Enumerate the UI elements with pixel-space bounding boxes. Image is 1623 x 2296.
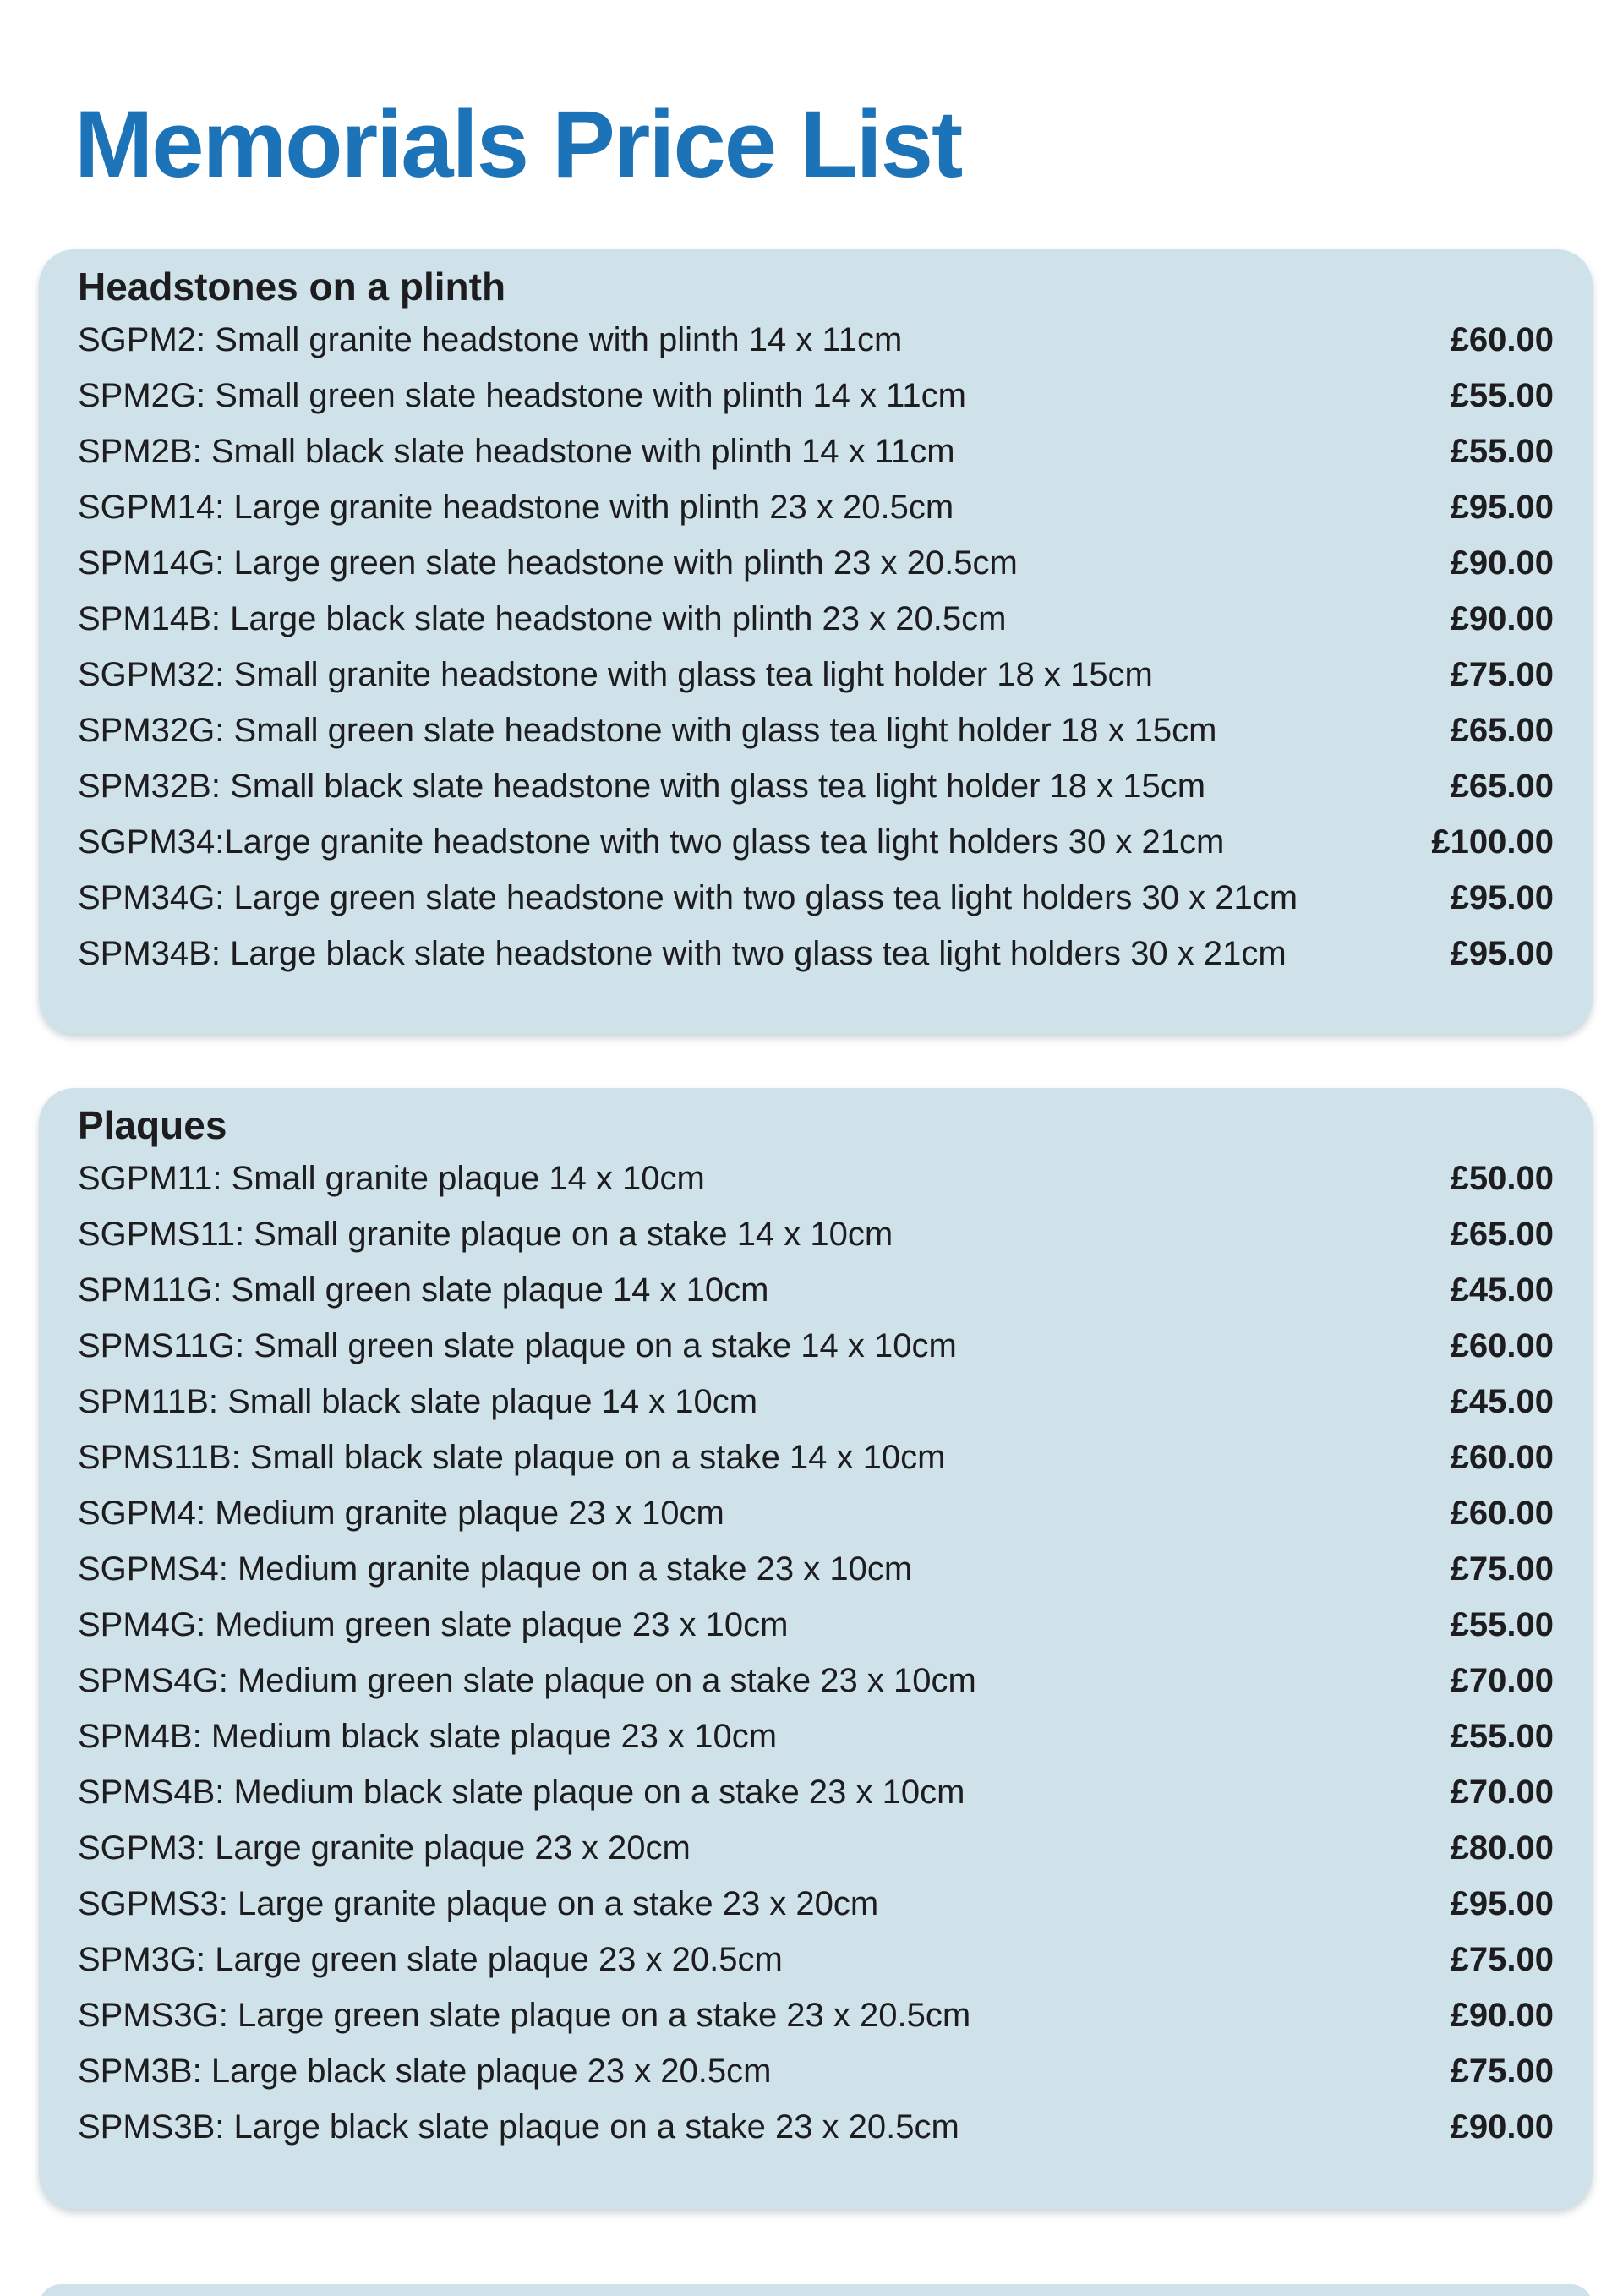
price-row [78,1318,1554,1374]
item-price: £55.00 [1450,1606,1554,1643]
section-heading: Headstones on a plinth [78,265,506,309]
price-row [78,368,1554,424]
page-title: Memorials Price List [74,91,962,197]
price-row [78,479,1554,535]
price-row [78,312,1554,368]
item-price: £90.00 [1450,544,1554,582]
section-heading: Plaques [78,1103,227,1147]
item-price: £95.00 [1450,489,1554,526]
item-description: SPM4B: Medium black slate plaque 23 x 10cm [78,1718,778,1755]
price-row [78,1151,1554,1206]
item-description: SPMS4G: Medium green slate plaque on a stake 23 x 10cm [78,1662,976,1699]
item-price: £55.00 [1450,1718,1554,1755]
price-row [78,1485,1554,1541]
price-row [78,647,1554,702]
price-row [78,1262,1554,1318]
section-card-plaques [39,1088,1593,2209]
item-price: £60.00 [1450,1327,1554,1364]
item-description: SPMS11G: Small green slate plaque on a stake 14 x 10cm [78,1327,957,1364]
price-row [78,1541,1554,1597]
item-description: SPM32G: Small green slate headstone with glass tea light holder 18 x 15cm [78,712,1217,749]
price-row [78,1876,1554,1932]
item-description: SGPM32: Small granite headstone with glass tea light holder 18 x 15cm [78,656,1153,693]
item-description: SGPM3: Large granite plaque 23 x 20cm [78,1829,691,1867]
price-row [78,926,1554,981]
item-price: £90.00 [1450,1997,1554,2034]
item-price: £55.00 [1450,377,1554,414]
item-price: £75.00 [1450,656,1554,693]
section-card-headstones-on-a-plinth [39,249,1593,1034]
price-row [78,1430,1554,1485]
item-price: £60.00 [1450,1495,1554,1532]
item-description: SPM32B: Small black slate headstone with glass tea light holder 18 x 15cm [78,768,1206,805]
item-price: £50.00 [1450,1160,1554,1197]
item-description: SPM4G: Medium green slate plaque 23 x 10cm [78,1606,789,1643]
item-description: SPMS3G: Large green slate plaque on a stake 23 x 20.5cm [78,1997,971,2034]
item-description: SPM2G: Small green slate headstone with plinth 14 x 11cm [78,377,966,414]
price-list [78,1151,1554,2155]
item-price: £100.00 [1431,823,1554,861]
price-row [78,2099,1554,2155]
item-description: SPMS4B: Medium black slate plaque on a stake 23 x 10cm [78,1774,965,1811]
price-row [78,870,1554,926]
item-description: SGPMS11: Small granite plaque on a stake 14 x 10cm [78,1216,893,1253]
item-description: SPM3B: Large black slate plaque 23 x 20.5cm [78,2053,772,2090]
price-row [78,2043,1554,2099]
price-row [78,1708,1554,1764]
item-description: SGPM2: Small granite headstone with plinth 14 x 11cm [78,321,903,358]
item-price: £70.00 [1450,1662,1554,1699]
price-row [78,1987,1554,2043]
item-description: SPMS11B: Small black slate plaque on a stake 14 x 10cm [78,1439,946,1476]
price-row [78,1820,1554,1876]
price-row [78,591,1554,647]
item-price: £75.00 [1450,1941,1554,1978]
item-price: £65.00 [1450,1216,1554,1253]
price-row [78,814,1554,870]
price-row [78,1764,1554,1820]
item-description: SPM14B: Large black slate headstone with plinth 23 x 20.5cm [78,600,1007,637]
item-description: SPM34G: Large green slate headstone with two glass tea light holders 30 x 21cm [78,879,1298,916]
item-price: £90.00 [1450,2108,1554,2146]
next-section-card-top-edge [39,2284,1593,2296]
price-row [78,1597,1554,1653]
item-description: SPM11B: Small black slate plaque 14 x 10cm [78,1383,758,1420]
price-row [78,1653,1554,1708]
item-description: SPM14G: Large green slate headstone with plinth 23 x 20.5cm [78,544,1018,582]
item-description: SPM34B: Large black slate headstone with two glass tea light holders 30 x 21cm [78,935,1287,972]
item-description: SGPM14: Large granite headstone with plinth 23 x 20.5cm [78,489,954,526]
item-price: £60.00 [1450,1439,1554,1476]
item-price: £55.00 [1450,433,1554,470]
item-price: £60.00 [1450,321,1554,358]
item-price: £95.00 [1450,935,1554,972]
item-price: £70.00 [1450,1774,1554,1811]
price-row [78,535,1554,591]
item-description: SPM3G: Large green slate plaque 23 x 20.5cm [78,1941,783,1978]
item-price: £95.00 [1450,879,1554,916]
item-description: SPM2B: Small black slate headstone with plinth 14 x 11cm [78,433,955,470]
item-description: SPM11G: Small green slate plaque 14 x 10cm [78,1271,769,1309]
item-price: £90.00 [1450,600,1554,637]
item-price: £65.00 [1450,768,1554,805]
item-description: SGPM34:Large granite headstone with two glass tea light holders 30 x 21cm [78,823,1225,861]
item-description: SGPM4: Medium granite plaque 23 x 10cm [78,1495,724,1532]
price-row [78,758,1554,814]
price-row [78,702,1554,758]
item-price: £95.00 [1450,1885,1554,1922]
item-price: £45.00 [1450,1383,1554,1420]
item-price: £45.00 [1450,1271,1554,1309]
item-price: £80.00 [1450,1829,1554,1867]
price-row [78,1374,1554,1430]
price-row [78,1932,1554,1987]
item-price: £65.00 [1450,712,1554,749]
item-description: SGPM11: Small granite plaque 14 x 10cm [78,1160,705,1197]
item-description: SPMS3B: Large black slate plaque on a stake 23 x 20.5cm [78,2108,959,2146]
item-description: SGPMS4: Medium granite plaque on a stake 23 x 10cm [78,1550,913,1588]
price-row [78,1206,1554,1262]
item-price: £75.00 [1450,1550,1554,1588]
item-description: SGPMS3: Large granite plaque on a stake 23 x 20cm [78,1885,879,1922]
price-list [78,312,1554,981]
item-price: £75.00 [1450,2053,1554,2090]
price-row [78,424,1554,479]
